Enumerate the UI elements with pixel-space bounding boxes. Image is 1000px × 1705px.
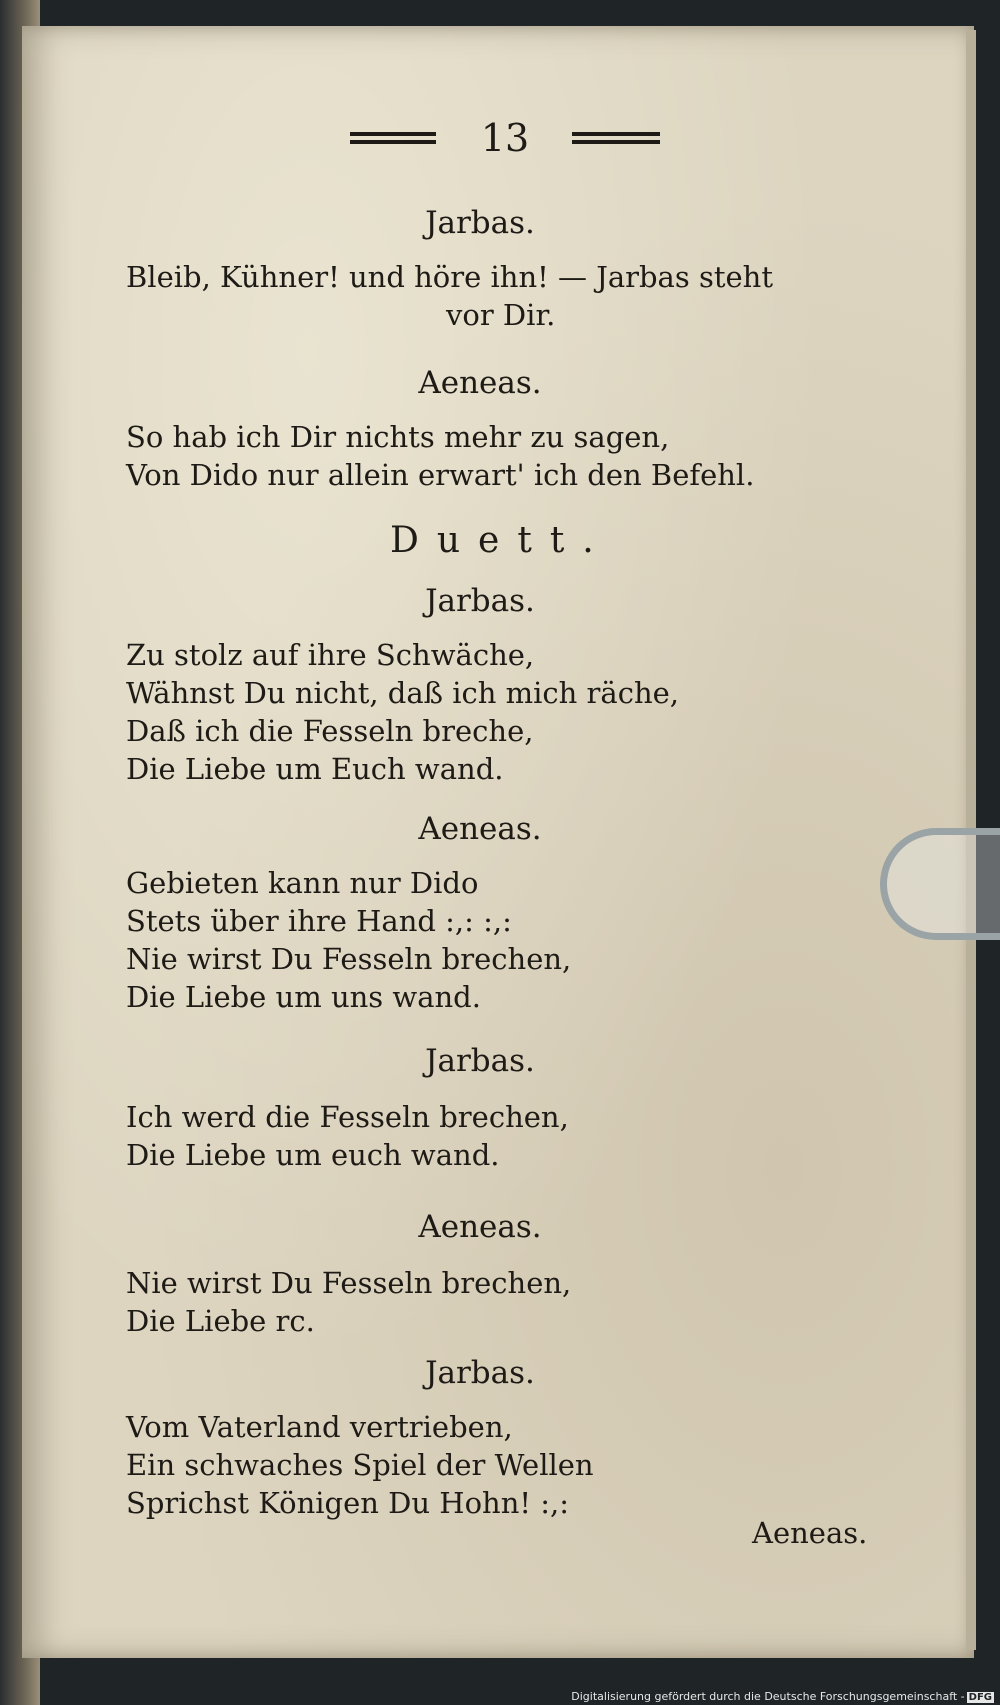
speaker-name: Jarbas. [425,1355,535,1391]
verse-line: Sprichst Königen Du Hohn! :,: [126,1486,570,1520]
verse-line: Nie wirst Du Fesseln brechen, [126,1266,572,1300]
verse-line: Vom Vaterland vertrieben, [126,1410,513,1444]
page-number: 13 [480,116,530,160]
verse-line: Zu stolz auf ihre Schwäche, [126,638,535,672]
speaker-name: Aeneas. [418,365,542,401]
credit-text: Digitalisierung gefördert durch die Deutsche Forschungsgemeinschaft - [571,1690,965,1703]
verse-line: Die Liebe um uns wand. [126,980,481,1014]
verse-line: Die Liebe um Euch wand. [126,752,504,786]
verse-line: Daß ich die Fesseln breche, [126,714,534,748]
speaker-name: Jarbas. [425,1043,535,1079]
speaker-name: Jarbas. [425,205,535,241]
verse-line: Bleib, Kühner! und höre ihn! — Jarbas steht [126,260,773,294]
verse-line: vor Dir. [446,298,556,332]
verse-line: Die Liebe rc. [126,1304,315,1338]
verse-line: Ein schwaches Spiel der Wellen [126,1448,594,1482]
verse-line: Stets über ihre Hand :,: :,: [126,904,512,938]
speaker-name: Jarbas. [425,583,535,619]
digitization-credit [571,1690,994,1703]
verse-line: Die Liebe um euch wand. [126,1138,500,1172]
page-clip [880,828,1000,940]
header-rule-right [572,132,660,144]
verse-line: Gebieten kann nur Dido [126,866,479,900]
catchword: Aeneas. [752,1516,868,1550]
speaker-name: Aeneas. [418,1209,542,1245]
dfg-logo: DFG [968,1692,992,1703]
speaker-name: Aeneas. [418,811,542,847]
page-header [350,118,660,158]
verse-line: Ich werd die Fesseln brechen, [126,1100,569,1134]
verse-line: Nie wirst Du Fesseln brechen, [126,942,572,976]
verse-line: Von Dido nur allein erwart' ich den Befehl. [126,458,755,492]
section-heading: Duett. [390,520,612,561]
verse-line: Wähnst Du nicht, daß ich mich räche, [126,676,680,710]
verse-line: So hab ich Dir nichts mehr zu sagen, [126,420,670,454]
